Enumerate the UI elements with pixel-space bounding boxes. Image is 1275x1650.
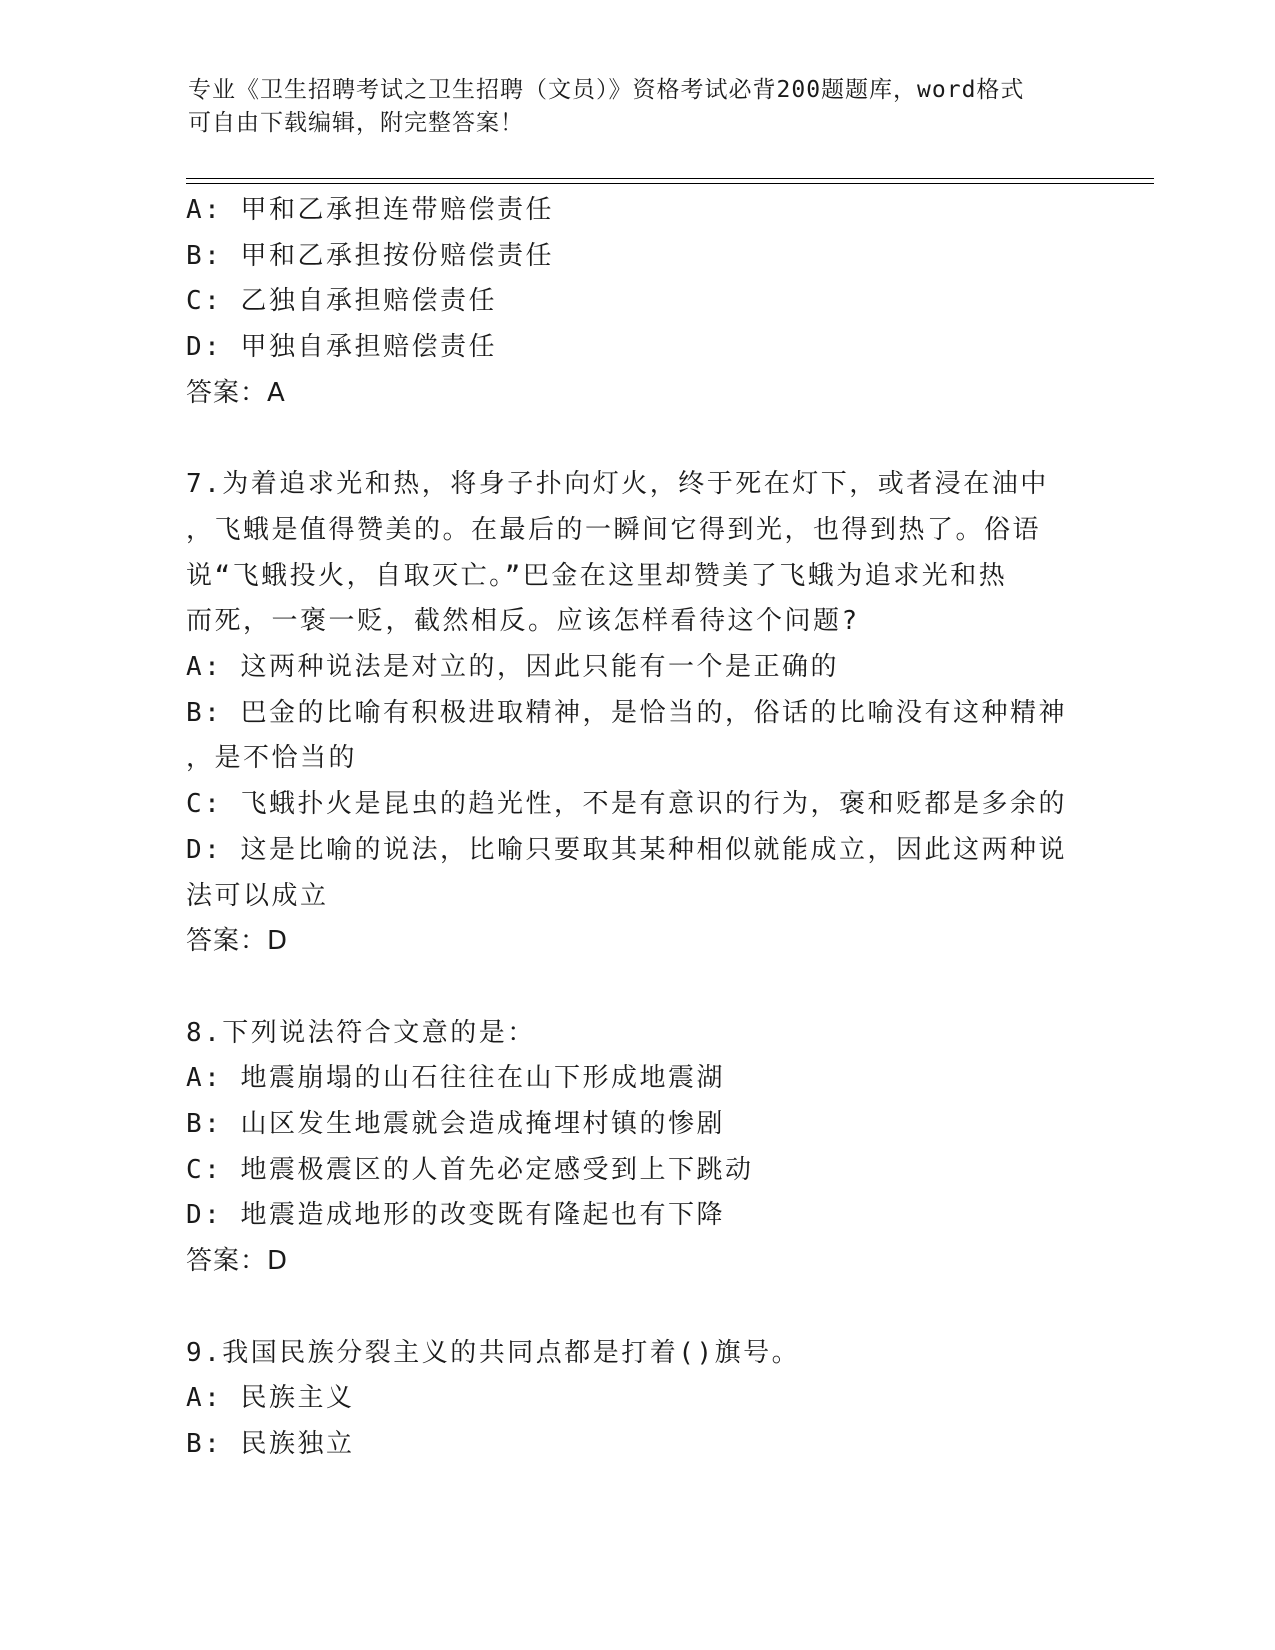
- question-6: [186, 188, 1086, 417]
- option-a: A: 甲和乙承担连带赔偿责任: [186, 195, 554, 225]
- question-9: [186, 1331, 1086, 1468]
- header-rule-top: [186, 178, 1154, 179]
- option-d-continued: 法可以成立: [186, 880, 329, 911]
- option-b-continued: ，是不恰当的: [186, 743, 358, 774]
- question-stem-line: 说“飞蛾投火，自取灭亡。”巴金在这里却赞美了飞蛾为追求光和热: [186, 560, 1008, 591]
- header-rule-bottom: [186, 183, 1154, 184]
- spacer: [186, 965, 1086, 1011]
- option-a: A: 这两种说法是对立的，因此只能有一个是正确的: [186, 652, 839, 683]
- option-d: D: 地震造成地形的改变既有隆起也有下降: [186, 1200, 725, 1231]
- answer: 答案：D: [186, 926, 289, 957]
- option-a: A: 民族主义: [186, 1383, 355, 1414]
- option-b: B: 民族独立: [186, 1428, 355, 1459]
- option-a: A: 地震崩塌的山石往往在山下形成地震湖: [186, 1063, 725, 1094]
- question-7: [186, 462, 1086, 965]
- document-header: [188, 74, 1088, 140]
- option-c: C: 地震极震区的人首先必定感受到上下跳动: [186, 1154, 754, 1185]
- answer: 答案：A: [186, 377, 286, 408]
- question-stem-line: ，飞蛾是值得赞美的。在最后的一瞬间它得到光，也得到热了。俗语: [186, 514, 1042, 545]
- option-d: D: 这是比喻的说法，比喻只要取其某种相似就能成立，因此这两种说: [186, 834, 1067, 865]
- question-stem-line: 9.我国民族分裂主义的共同点都是打着()旗号。: [186, 1337, 801, 1368]
- header-line-1: 专业《卫生招聘考试之卫生招聘（文员）》资格考试必背200题题库，word格式: [188, 77, 1025, 103]
- option-b: B: 甲和乙承担按份赔偿责任: [186, 240, 554, 271]
- header-line-2: 可自由下载编辑，附完整答案！: [188, 110, 524, 136]
- option-b: B: 山区发生地震就会造成掩埋村镇的惨剧: [186, 1109, 725, 1140]
- question-stem-line: 而死，一褒一贬，截然相反。应该怎样看待这个问题?: [186, 606, 860, 637]
- option-c: C: 飞蛾扑火是昆虫的趋光性，不是有意识的行为，褒和贬都是多余的: [186, 789, 1067, 820]
- spacer: [186, 1285, 1086, 1331]
- option-d: D: 甲独自承担赔偿责任: [186, 332, 497, 363]
- spacer: [186, 417, 1086, 463]
- option-c: C: 乙独自承担赔偿责任: [186, 286, 497, 317]
- option-b: B: 巴金的比喻有积极进取精神，是恰当的，俗话的比喻没有这种精神: [186, 697, 1067, 728]
- document-body: [186, 188, 1086, 1468]
- question-stem-line: 8.下列说法符合文意的是：: [186, 1017, 536, 1048]
- question-8: [186, 1011, 1086, 1285]
- answer: 答案：D: [186, 1246, 289, 1277]
- question-stem-line: 7.为着追求光和热，将身子扑向灯火，终于死在灯下，或者浸在油中: [186, 469, 1049, 500]
